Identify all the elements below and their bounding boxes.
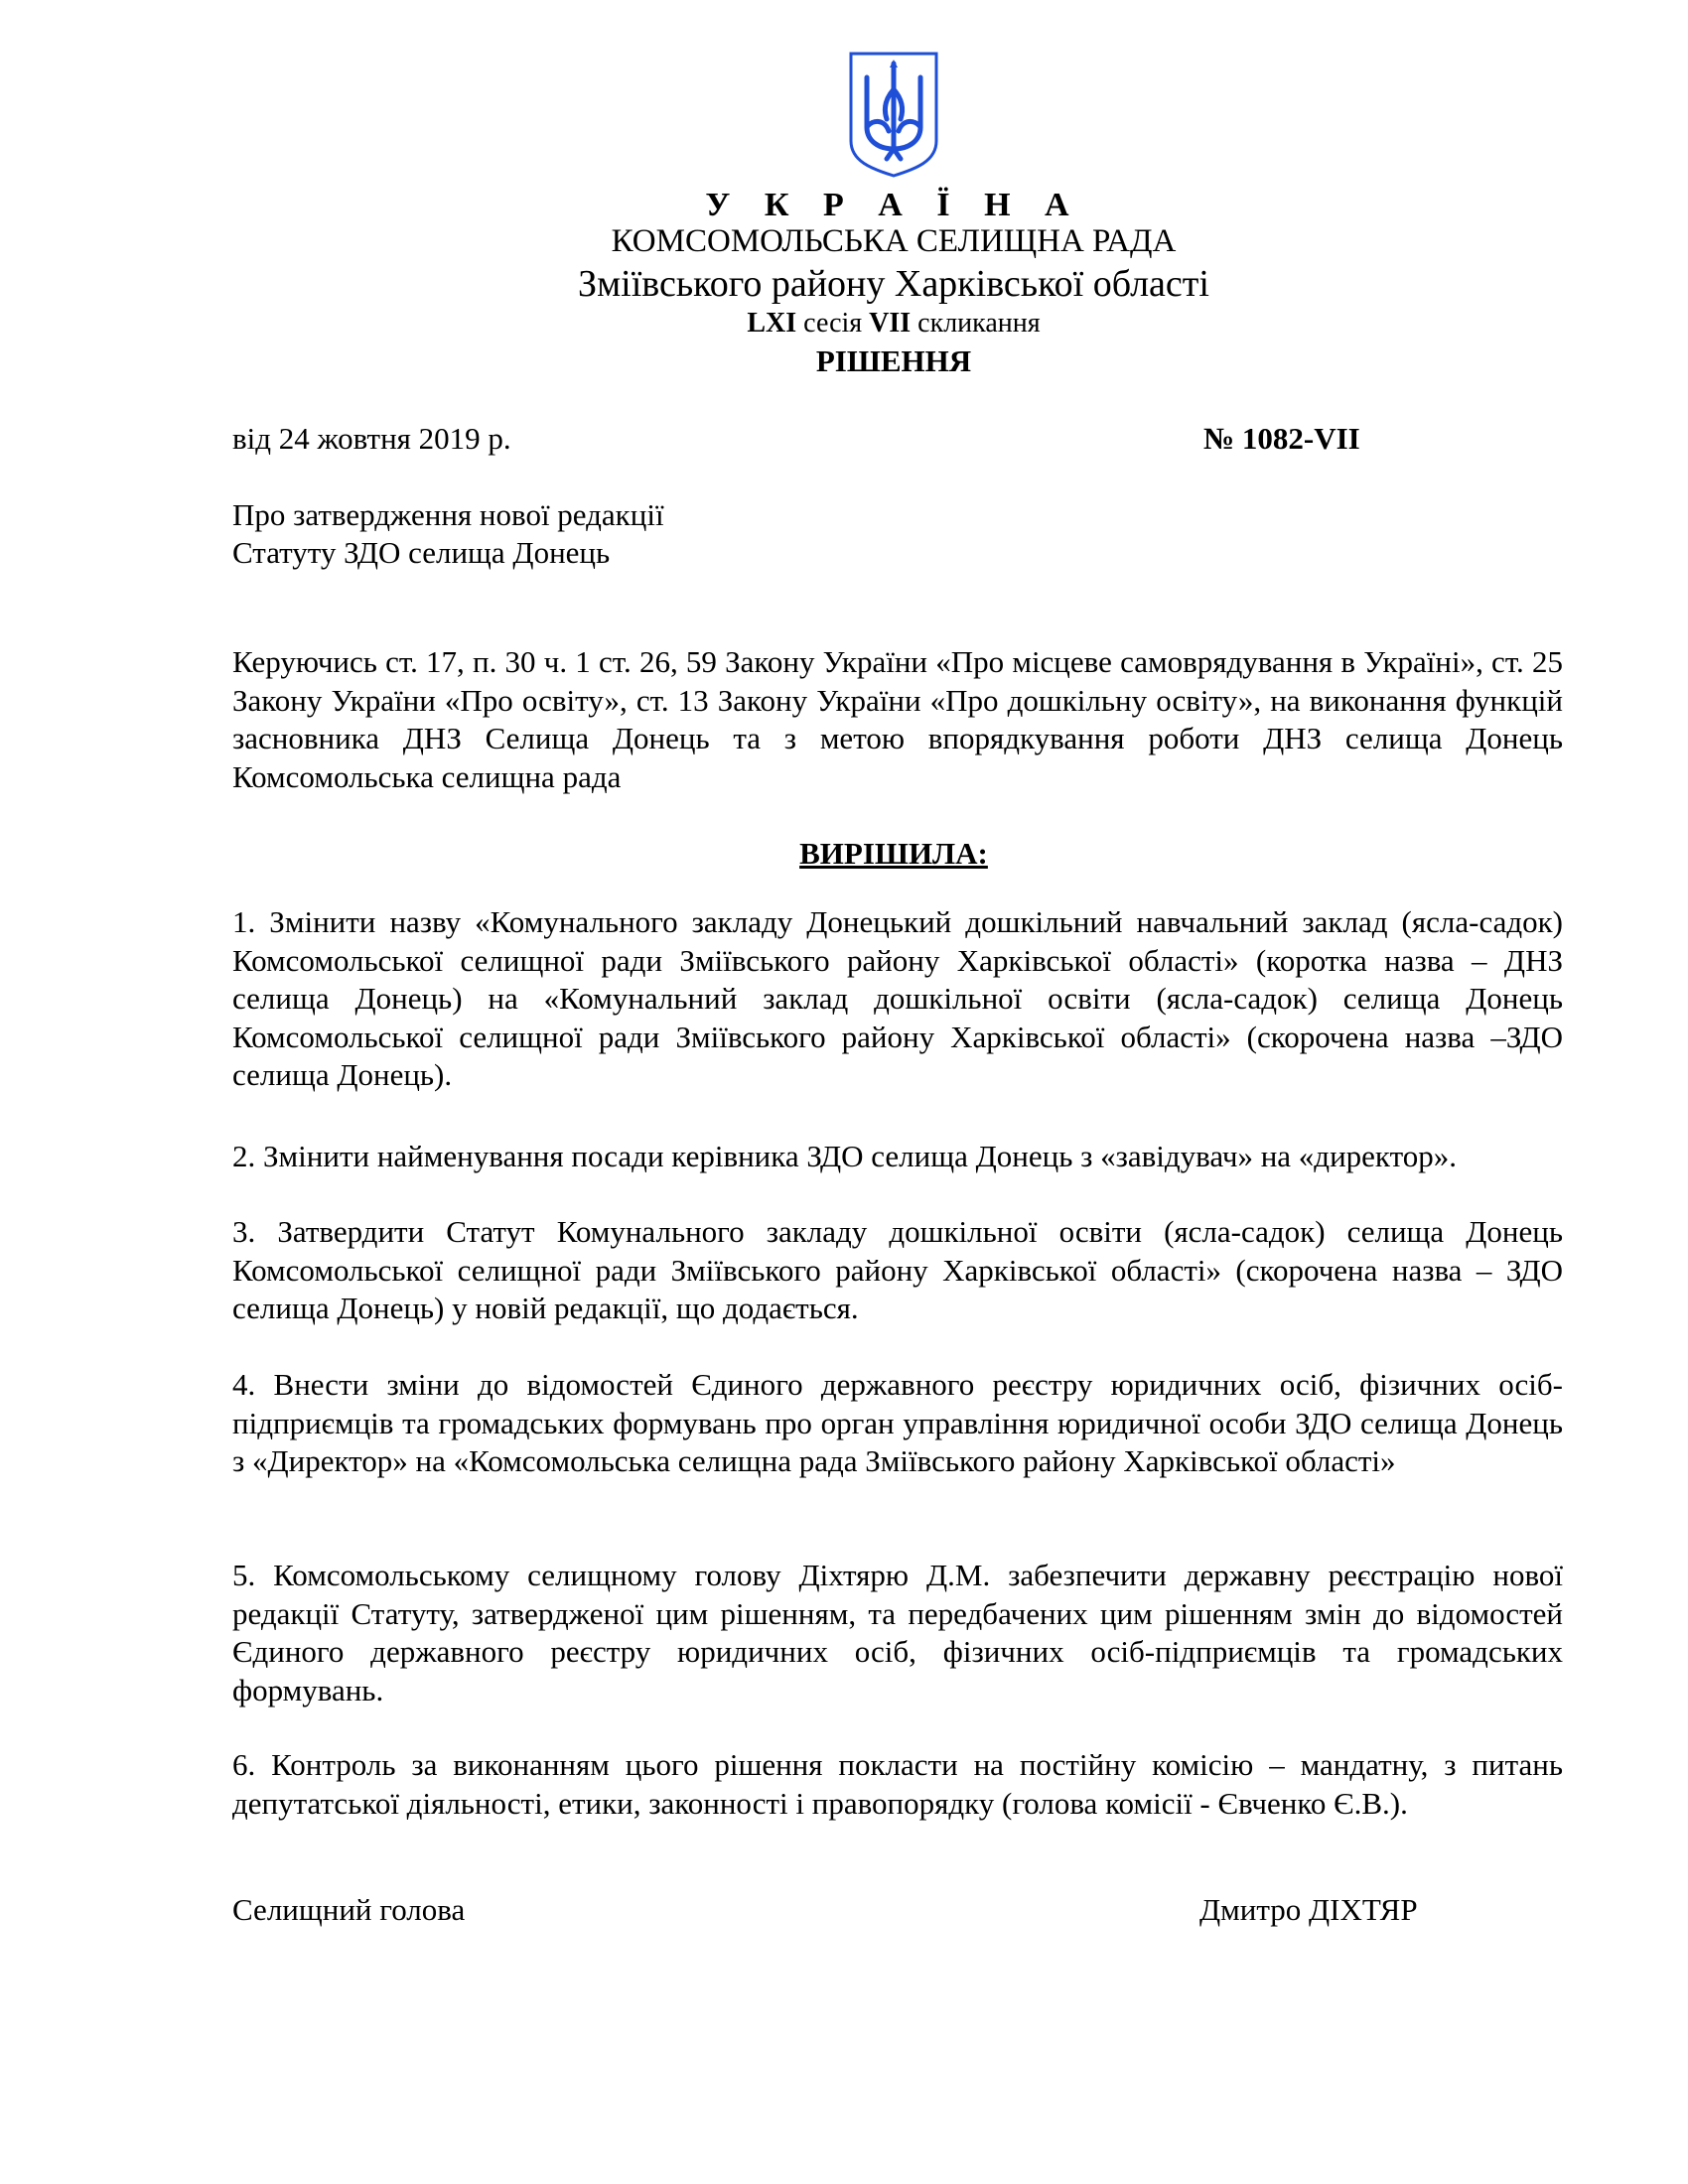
decision-number: № 1082-VII xyxy=(1203,421,1360,456)
convocation-word: скликання xyxy=(917,308,1041,339)
session-word: сесія xyxy=(803,308,863,339)
convocation-number: VII xyxy=(869,308,912,339)
country-heading: У К Р А Ї Н А xyxy=(705,187,1082,223)
decision-item: 5. Комсомольському селищному голову Діхтярю Д.М. забезпечити державну реєстрацію нової редакції Статуту, затвердженої цим рішенням, та передбачених цим рішенням змін до відомостей Єдиного державного реєстру юридичних осіб, фізичних осіб-підприємців та громадських формувань. xyxy=(232,1558,1563,1707)
council-name: КОМСОМОЛЬСЬКА СЕЛИЩНА РАДА xyxy=(611,223,1177,259)
trident-coat-of-arms-icon xyxy=(847,50,940,179)
district-name: Зміївського району Харківської області xyxy=(578,263,1209,305)
decision-date: від 24 жовтня 2019 р. xyxy=(232,421,511,456)
resolved-heading: ВИРІШИЛА: xyxy=(799,836,988,871)
subject-line: Статуту ЗДО селища Донець xyxy=(232,535,611,570)
subject-line: Про затвердження нової редакції xyxy=(232,497,664,532)
decision-title: РІШЕННЯ xyxy=(815,343,972,378)
decision-item: 6. Контроль за виконанням цього рішення покласти на постійну комісію – мандатну, з питань депутатської діяльності, етики, законності і правопорядку (голова комісії - Євченко Є.В.). xyxy=(232,1747,1563,1821)
decision-item: 1. Змінити назву «Комунального закладу Донецький дошкільний навчальний заклад (ясла-садок) Комсомольської селищної ради Зміївського району Харківської області» (коротка назва – ДНЗ селища Донець) на «Комунальний заклад дошкільної освіти (ясла-садок) селища Донець Комсомольської селищної ради Зміївського району Харківської області» (скорочена назва –ЗДО селища Донець). xyxy=(232,904,1563,1092)
preamble-paragraph: Керуючись ст. 17, п. 30 ч. 1 ст. 26, 59 Закону України «Про місцеве самоврядування в Україні», ст. 25 Закону України «Про освіту», ст. 13 Закону України «Про дошкільну освіту», на виконання функцій засновника ДНЗ Селища Донець та з метою впорядкування роботи ДНЗ селища Донець Комсомольська селищна рада xyxy=(232,644,1563,794)
decision-item: 3. Затвердити Статут Комунального закладу дошкільної освіти (ясла-садок) селища Донець Комсомольської селищної ради Зміївського району Харківської області» (скорочена назва – ЗДО селища Донець) у новій редакції, що додається. xyxy=(232,1214,1563,1325)
session-line xyxy=(0,308,1688,340)
session-number: LXI xyxy=(747,308,797,339)
decision-item: 4. Внести зміни до відомостей Єдиного державного реєстру юридичних осіб, фізичних осіб-підприємців та громадських формувань про орган управління юридичної особи ЗДО селища Донець з «Директор» на «Комсомольська селищна рада Зміївського району Харківської області» xyxy=(232,1367,1563,1478)
signatory-title: Селищний голова xyxy=(232,1892,466,1927)
decision-item: 2. Змінити найменування посади керівника ЗДО селища Донець з «завідувач» на «директор». xyxy=(232,1139,1457,1173)
decision-subject xyxy=(232,496,664,572)
signatory-name: Дмитро ДІХТЯР xyxy=(1199,1892,1418,1927)
